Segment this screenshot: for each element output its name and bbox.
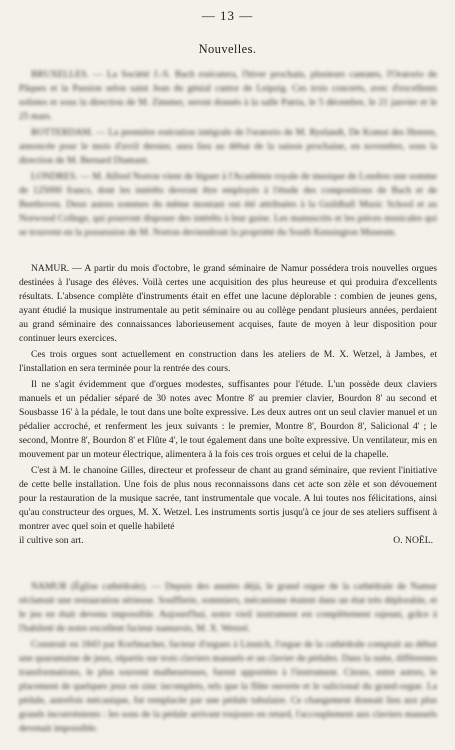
news-londres: LONDRES. — M. Alfred Norton vient de léguer à l'Académie royale de musique de Londres une somme de 125000 francs, dont les intérêts devront être employés à l'étude des compositions de Bach et de Beethoven. Deux autres sommes du même montant ont été attribuées à la Guildhall Music School et au Norwood College, qui pourront disposer des intérêts à leur guise. Les manuscrits et les pièces musicales qui se trouvent en la possession de M. Norton deviendront la propriété du South Kensington Museum. — [19, 171, 437, 238]
namur-paragraph-2: Ces trois orgues sont actuellement en construction dans les ateliers de M. X. Wetzel, à Jambes, et l'installation en sera terminée pour la rentrée des cours. — [19, 349, 437, 374]
namur-last-line: il cultive son art. — [19, 535, 84, 546]
namur-paragraph-3: Il ne s'agit évidemment que d'orgues modestes, suffisantes pour l'étude. L'un possède deux claviers manuels et un pédalier séparé de 30 notes avec Montre 8' au premier clavier, Bourdon 8' au second et Sousbasse 16' à la pédale, le tout dans une boîte expressive. Les deux autres ont un seul clavier manuel et un pédalier accroché, et renferment les jeux suivants : le premier, Montre 8', Bourdon 8', Salicional 4' ; le second, Montre 8', Bourdon 8' et Flûte 4', le tout également dans une boîte expressive. Un ventilateur, mis en mouvement par un moteur électrique, alimentera à la fois ces trois orgues et celui de la chapelle. — [19, 379, 437, 460]
news-rotterdam: ROTTERDAM. — La première exécution intégrale de l'oratorio de M. Ryelandt, De Komst des Heeren, annoncée pour le mois d'avril dernier, aura lieu au début de la saison prochaine, en novembre, sous la direction de M. Bernard Diamant. — [19, 127, 437, 166]
namur-article — [19, 262, 437, 548]
author-signature: O. NOËL. — [393, 535, 433, 546]
page-number: — 13 — — [201, 8, 254, 23]
blurred-news-top — [19, 68, 437, 240]
namur-closing-line — [19, 534, 437, 548]
blurred-news-bottom — [19, 580, 437, 736]
section-title: Nouvelles. — [198, 42, 257, 56]
news-bruxelles: BRUXELLES. — La Société J.-S. Bach exécutera, l'hiver prochain, plusieurs cantates, l'Oratorio de Pâques et la Passion selon saint Jean du génial cantor de Leipzig. Ces trois concerts, avec d'excellents solistes et sous la direction de M. Zimmer, seront donnés à la salle Patria, le 5 décembre, le 21 janvier et le 25 mars. — [19, 69, 437, 122]
namur-paragraph-4: C'est à M. le chanoine Gilles, directeur et professeur de chant au grand séminaire, que revient l'initiative de cette belle installation. Une fois de plus nous reconnaissons dans cet acte son zèle et son dévouement pour la restauration de la musique sacrée, tant instrumentale que vocale. A lui toutes nos félicitations, ainsi qu'au constructeur des orgues, M. X. Wetzel. Les instruments sortis jusqu'à ce jour de ses ateliers suffisent à montrer avec quel soin et quelle habileté — [19, 465, 437, 532]
namur-paragraph-1: NAMUR. — A partir du mois d'octobre, le grand séminaire de Namur possédera trois nouvelles orgues destinées à l'usage des élèves. Voilà certes une acquisition des plus heureuse et qui produira d'excellents résultats. L'absence complète d'instruments était en effet une lacune déplorable : combien de jeunes gens, ayant étudié la musique instrumentale au petit séminaire ou au collège pendant plusieurs années, perdaient au grand séminaire des connaissances laborieusement acquises, faute de moyen à leur disposition pour continuer leurs exercices. — [19, 263, 437, 344]
news-namur-cathedrale: NAMUR (Église cathédrale). — Depuis des années déjà, le grand orgue de la cathédrale de Namur réclamait une restauration sérieuse. Soufflerie, sommiers, mécanisme étaient dans un état très déplorable, et le jeu en était devenu impossible. Aujourd'hui, notre vieil instrument est complètement rajeuni, grâce à l'habileté de notre excellent facteur namurois, M. X. Wetzel. — [19, 581, 437, 634]
news-namur-orgue-history: Construit en 1843 par Korfmacher, facteur d'orgues à Linnich, l'orgue de la cathédrale comptait au début une quarantaine de jeux, répartis sur trois claviers manuels et un clavier de pédales. Dans la suite, différentes transformations, le plus souvent malheureuses, furent apportées à l'instrument. Citons, entre autres, le placement de quelques jeux en zinc incomplets, tels que la flûte ouverte et le salicional du grand-orgue. La pédale, autrefois mécanique, fut remplacée par une pédale tubulaire. Ce changement donnait lieu aux plus grands inconvénients : les sons de la pédale arrivant toujours en retard, l'accouplement aux claviers manuels devenait impossible. — [19, 639, 437, 734]
